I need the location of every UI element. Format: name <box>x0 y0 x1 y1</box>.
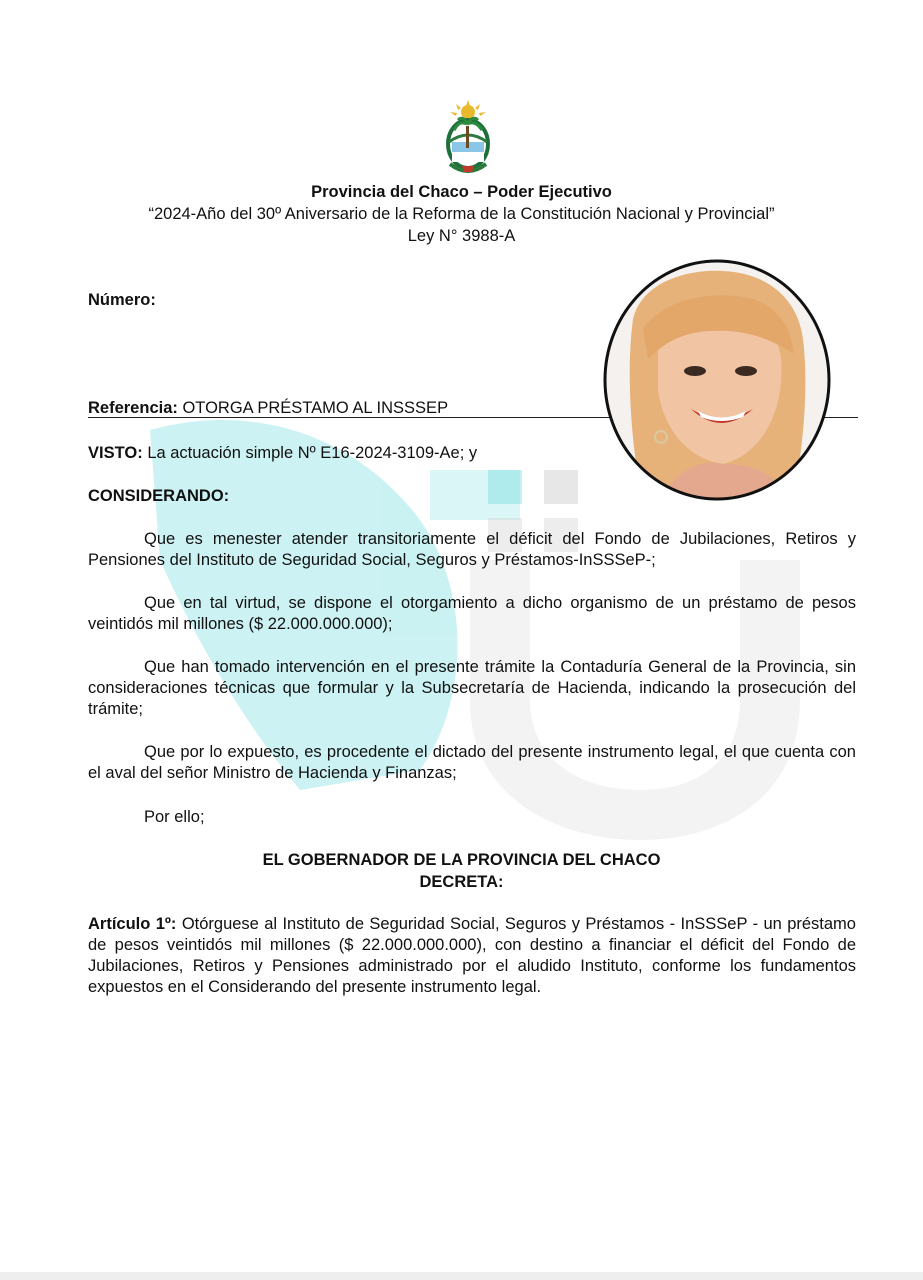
decree-heading-line-2: DECRETA: <box>419 873 504 891</box>
numero-label: Número: <box>88 291 156 309</box>
province-coat-of-arms-icon <box>436 98 500 180</box>
decree-heading-line-1: EL GOBERNADOR DE LA PROVINCIA DEL CHACO <box>262 851 661 869</box>
por-ello: Por ello; <box>144 808 205 826</box>
considerando-paragraph-4: Que por lo expuesto, es procedente el dictado del presente instrumento legal, el que cuenta con el aval del señor Ministro de Hacienda y Finanzas; <box>88 743 856 782</box>
articulo-1-label: Artículo 1º: <box>88 915 177 933</box>
header-title: Provincia del Chaco – Poder Ejecutivo <box>311 183 612 201</box>
considerando-label: CONSIDERANDO: <box>88 487 230 505</box>
portrait-photo <box>603 259 831 501</box>
visto-label: VISTO: <box>88 444 143 462</box>
visto-line <box>88 443 856 464</box>
articulo-1-text: Otórguese al Instituto de Seguridad Social, Seguros y Préstamos - InSSSeP - un préstamo de pesos veintidós mil millones ($ 22.000.000.000), con destino a financiar el déficit del Fondo de Jubilaciones, Retiros y Pensiones administrado por el aludido Instituto, conforme los fundamentos expuestos en el Considerando del presente instrumento legal. <box>88 915 856 996</box>
considerando-paragraph-3: Que han tomado intervención en el presente trámite la Contaduría General de la Provincia, sin consideraciones técnicas que formular y la Subsecretaría de Hacienda, indicando la prosecución del trámite; <box>88 658 856 718</box>
header-motto: “2024-Año del 30º Aniversario de la Reforma de la Constitución Nacional y Provincial” <box>148 205 775 223</box>
header-law: Ley N° 3988-A <box>407 227 516 245</box>
considerando-paragraph-2: Que en tal virtud, se dispone el otorgamiento a dicho organismo de un préstamo de pesos veintidós mil millones ($ 22.000.000.000); <box>88 594 856 633</box>
visto-value: La actuación simple Nº E16-2024-3109-Ae; y <box>147 444 478 462</box>
considerando-paragraph-1: Que es menester atender transitoriamente el déficit del Fondo de Jubilaciones, Retiros y Pensiones del Instituto de Seguridad Social, Seguros y Préstamos-InSSSeP-; <box>88 530 856 569</box>
referencia-label: Referencia: <box>88 399 178 417</box>
page-bottom-strip <box>0 1272 923 1280</box>
articulo-1 <box>88 914 856 998</box>
referencia-value: OTORGA PRÉSTAMO AL INSSSEP <box>182 399 449 417</box>
